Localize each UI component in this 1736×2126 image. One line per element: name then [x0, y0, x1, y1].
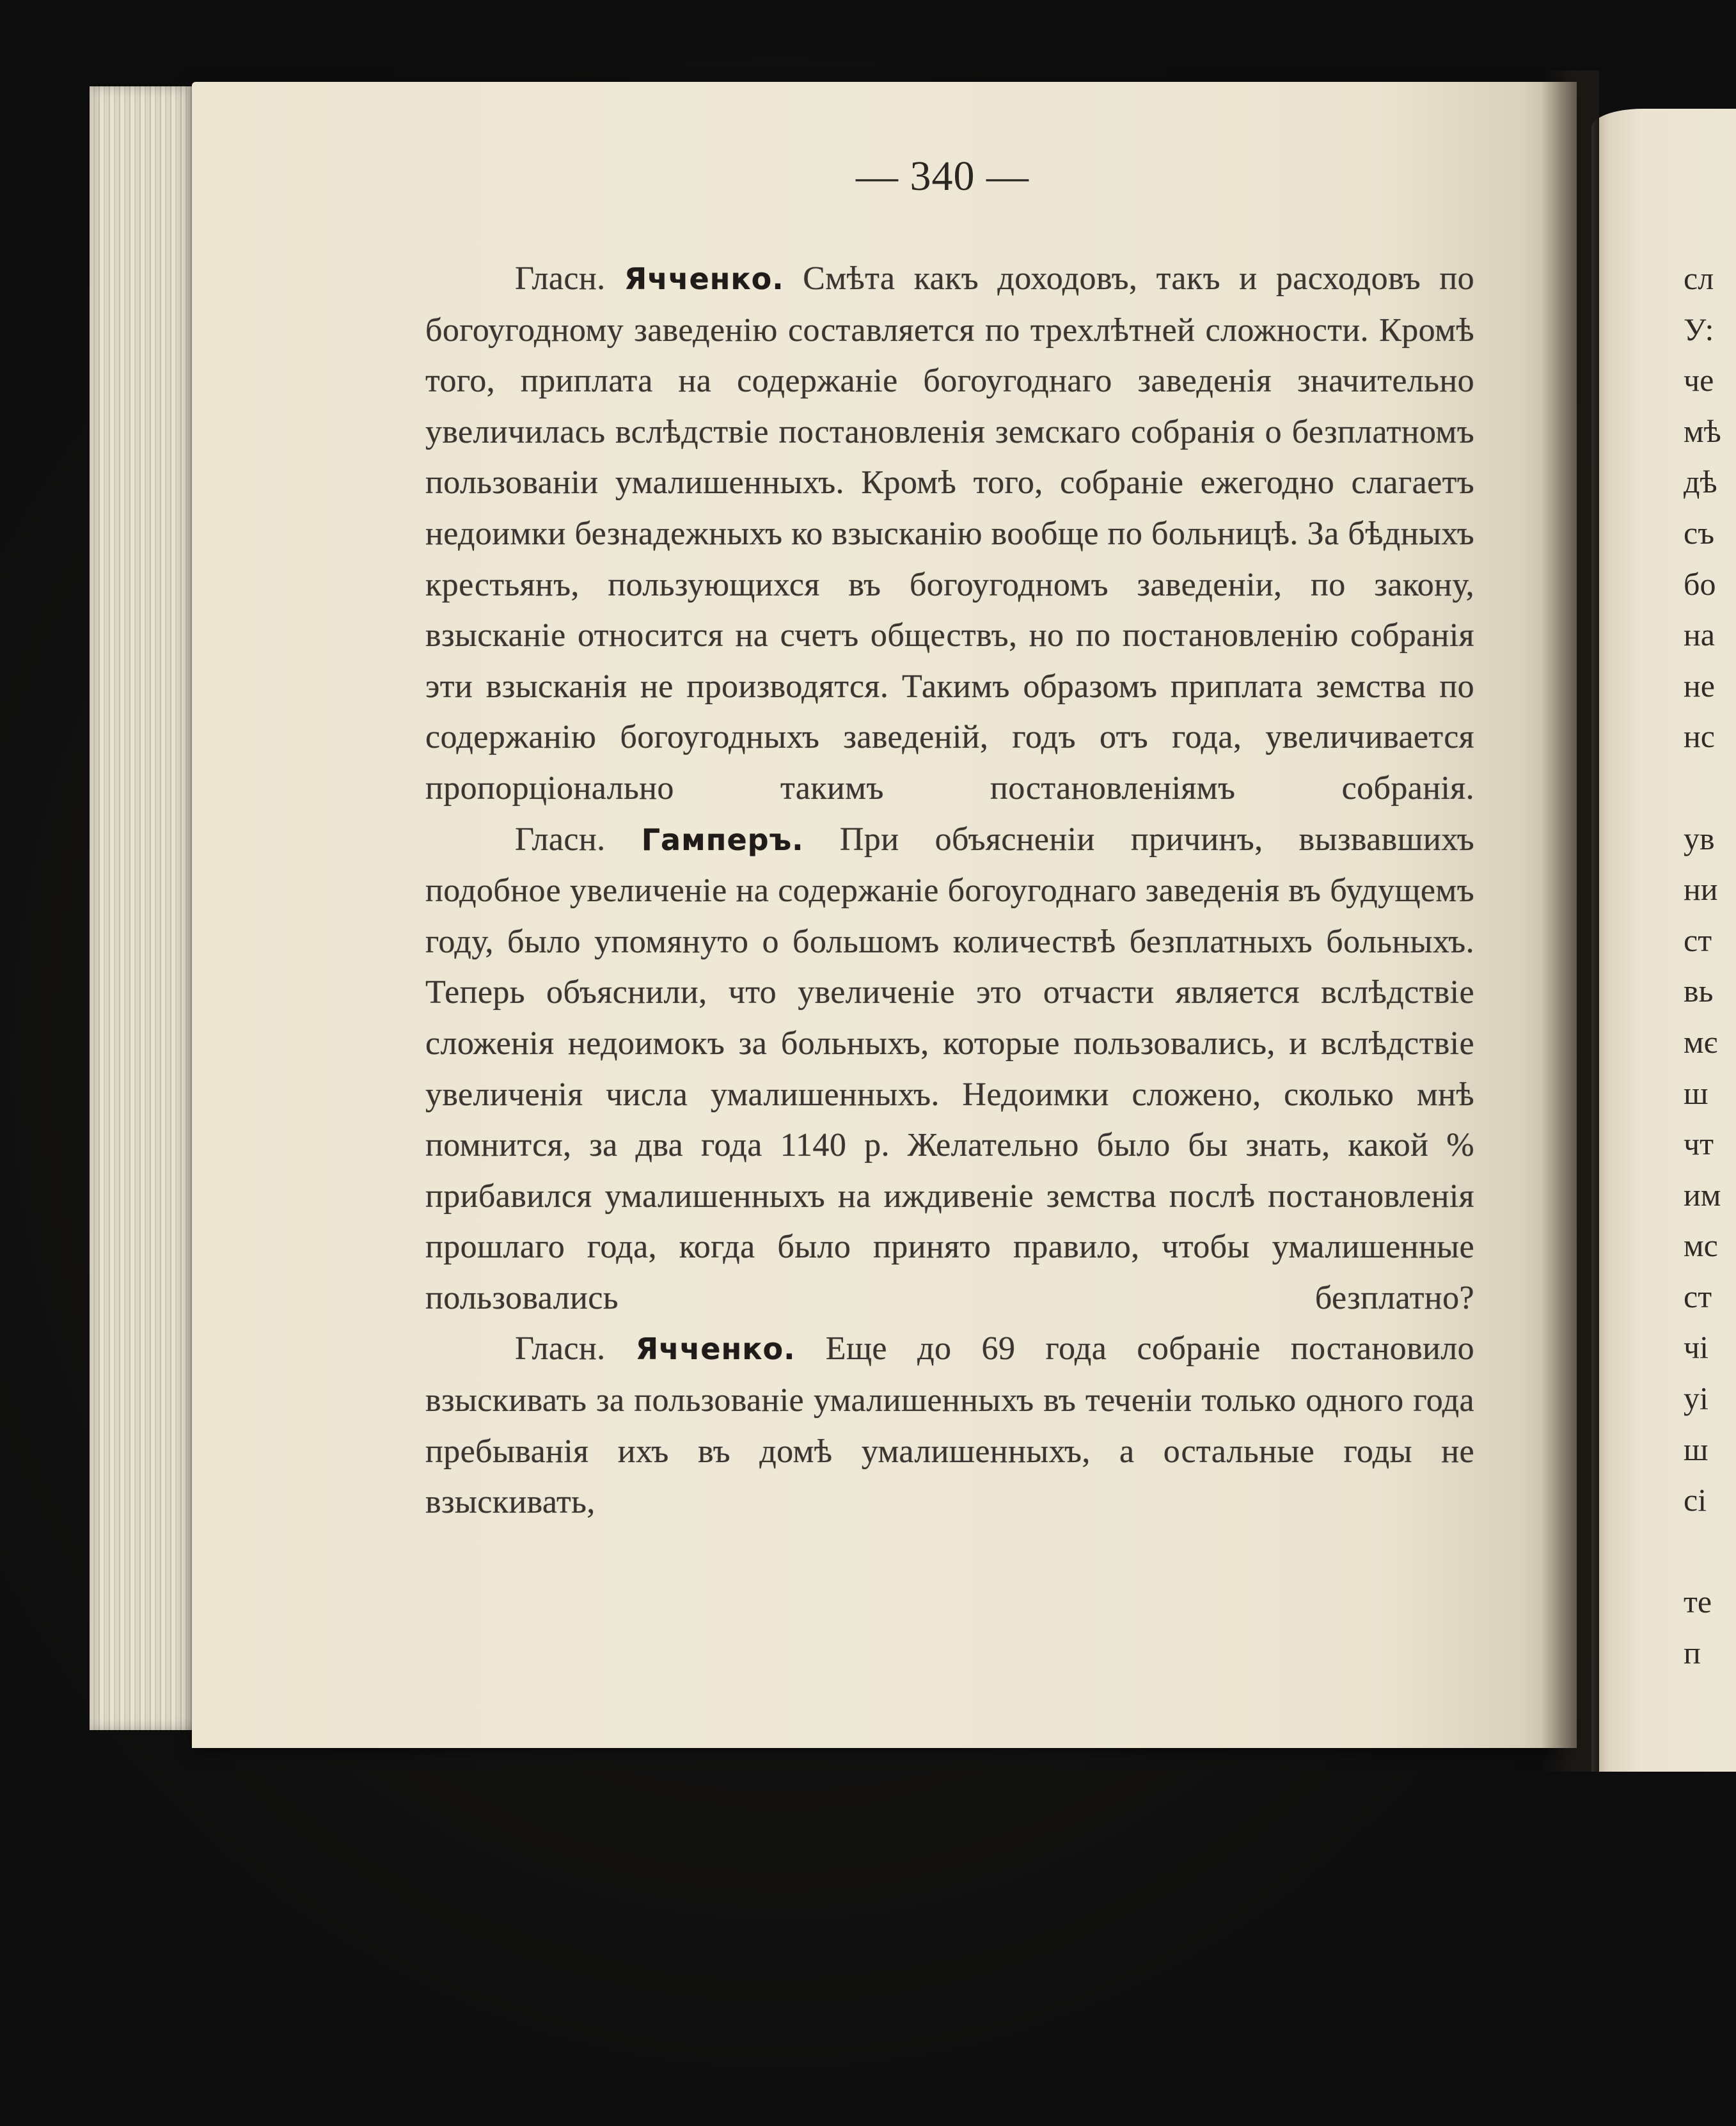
right-page-line: ни [1684, 871, 1718, 908]
speaker-title: Гласн. [515, 1330, 606, 1367]
right-page-line: уі [1684, 1380, 1708, 1417]
paragraph-text: Еще до 69 года собраніе постановило взыскивать за пользованіе умалишенныхъ въ теченіи только одного года пребыванія ихъ въ домѣ умалишенныхъ, а остальные годы не взыскивать, [425, 1330, 1475, 1521]
right-page-line: мѣ [1684, 413, 1721, 449]
right-page-line: мє [1684, 1023, 1718, 1060]
right-page-line: ув [1684, 820, 1715, 856]
right-page-line: те [1684, 1584, 1712, 1620]
right-page-line: сі [1684, 1482, 1707, 1518]
paragraph-text: При объясненіи причинъ, вызвавшихъ подобное увеличеніе на содержаніе богоугоднаго заведенія въ будущемъ году, было упомянуто о большомъ количествѣ безплатныхъ больныхъ. Теперь объяснили, что увеличеніе это отчасти является вслѣдствіе сложенія недоимокъ за больныхъ, которые пользовались, и вслѣдствіе увеличенія числа умалишенныхъ. Недоимки сложено, сколько мнѣ помнится, за два года 1140 р. Желательно было бы знать, какой % прибавился умалишенныхъ на иждивеніе земства послѣ постановленія прошлаго года, когда было принято правило, чтобы умалишенные пользовались безплатно? [425, 821, 1474, 1316]
right-page-line: вь [1684, 973, 1714, 1009]
right-page-line: сл [1684, 260, 1714, 296]
paragraph [425, 1323, 1474, 1527]
right-page-line: ш [1684, 1075, 1708, 1111]
right-page-line: дѣ [1684, 464, 1717, 500]
right-page-line: п [1684, 1635, 1701, 1671]
page-number: — 340 — [856, 153, 1029, 200]
paragraph [425, 253, 1474, 814]
speaker-name: Ячченко. [624, 262, 784, 296]
right-page-line: чі [1684, 1329, 1709, 1366]
right-page-line: нс [1684, 718, 1715, 755]
paragraph [425, 814, 1474, 1324]
right-page-line: чт [1684, 1126, 1714, 1162]
page-text [425, 253, 1474, 1528]
right-page-line [1684, 1526, 1736, 1577]
right-page-text [1684, 253, 1736, 1679]
right-page-line [1684, 762, 1736, 814]
speaker-name: Ячченко. [635, 1332, 796, 1367]
right-page-line: У: [1684, 311, 1714, 347]
paragraph-text: Смѣта какъ доходовъ, такъ и расходовъ по богоугодному заведенію составляется по трехлѣтней сложности. Кромѣ того, приплата на содержаніе богоугоднаго заведенія значительно увеличилась вслѣдствіе постановленія земскаго собранія о безплатномъ пользованіи умалишенныхъ. Кромѣ того, собраніе ежегодно слагаетъ недоимки безнадежныхъ ко взысканію вообще по больницѣ. За бѣдныхъ крестьянъ, пользующихся въ богоугодномъ заведеніи, по закону, взысканіе относится на счетъ обществъ, но по постановленію собранія эти взысканія не производятся. Такимъ образомъ приплата земства по содержанію богоугодныхъ заведеній, годъ отъ года, увеличивается пропорціонально такимъ постановленіямъ собранія. [425, 260, 1475, 807]
right-page-line: на [1684, 617, 1715, 653]
right-page-line: ш [1684, 1431, 1708, 1467]
right-page-line: им [1684, 1176, 1721, 1213]
right-page-line: мс [1684, 1227, 1718, 1264]
speaker-title: Гласн. [515, 260, 606, 297]
right-page-line: че [1684, 362, 1714, 398]
right-page-line: не [1684, 667, 1715, 704]
right-page-line: ст [1684, 922, 1712, 958]
speaker-title: Гласн. [515, 821, 606, 858]
right-page-line: бо [1684, 565, 1716, 602]
speaker-name: Гамперъ. [641, 822, 804, 857]
binding-gutter [1542, 70, 1599, 1772]
right-page-line: съ [1684, 514, 1715, 551]
right-page-line: ст [1684, 1278, 1712, 1314]
